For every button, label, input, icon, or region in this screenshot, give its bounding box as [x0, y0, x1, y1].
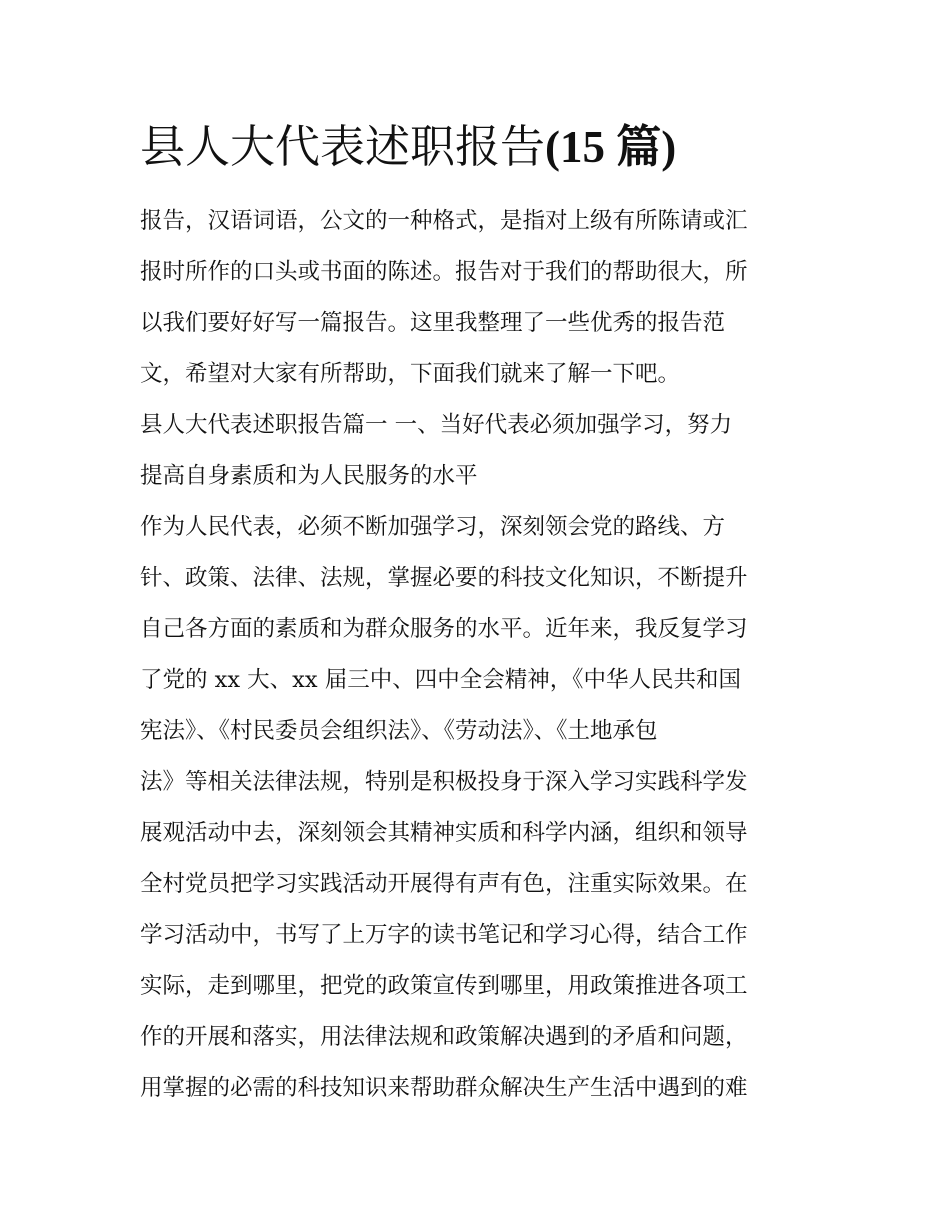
document-title-main: 县人大代表述职报告	[140, 120, 546, 173]
document-title	[140, 117, 676, 177]
body-line: 实际，走到哪里，把党的政策宣传到哪里，用政策推进各项工	[140, 973, 748, 999]
body-line: 学习活动中，书写了上万字的读书笔记和学习心得，结合工作	[140, 922, 748, 948]
body-line: 自己各方面的素质和为群众服务的水平。近年来，我反复学习	[140, 616, 748, 642]
body-line: 全村党员把学习实践活动开展得有声有色，注重实际效果。在	[140, 871, 748, 897]
body-line: 报时所作的口头或书面的陈述。报告对于我们的帮助很大，所	[140, 259, 748, 285]
body-line: 宪法》、《村民委员会组织法》、《劳动法》、《土地承包	[140, 718, 658, 744]
body-line: 法》等相关法律法规，特别是积极投身于深入学习实践科学发	[140, 769, 748, 795]
document-title-suffix: (15 篇)	[545, 122, 677, 172]
body-line: 文，希望对大家有所帮助，下面我们就来了解一下吧。	[140, 361, 681, 387]
body-line: 针、政策、法律、法规，掌握必要的科技文化知识，不断提升	[140, 565, 748, 591]
body-line: 以我们要好好写一篇报告。这里我整理了一些优秀的报告范	[140, 310, 726, 336]
body-line: 展观活动中去，深刻领会其精神实质和科学内涵，组织和领导	[140, 820, 748, 846]
document-body	[140, 196, 820, 1114]
body-line: 作的开展和落实，用法律法规和政策解决遇到的矛盾和问题，	[140, 1024, 748, 1050]
section-heading-line: 提高自身素质和为人民服务的水平	[140, 463, 478, 489]
body-line: 报告，汉语词语，公文的一种格式，是指对上级有所陈请或汇	[140, 208, 748, 234]
body-line: 用掌握的必需的科技知识来帮助群众解决生产生活中遇到的难	[140, 1075, 748, 1101]
section-heading-line: 县人大代表述职报告篇一 一、当好代表必须加强学习，努力	[140, 412, 733, 438]
body-line: 作为人民代表，必须不断加强学习，深刻领会党的路线、方	[140, 514, 726, 540]
body-line: 了党的 xx 大、xx 届三中、四中全会精神，《中华人民共和国	[140, 667, 741, 693]
